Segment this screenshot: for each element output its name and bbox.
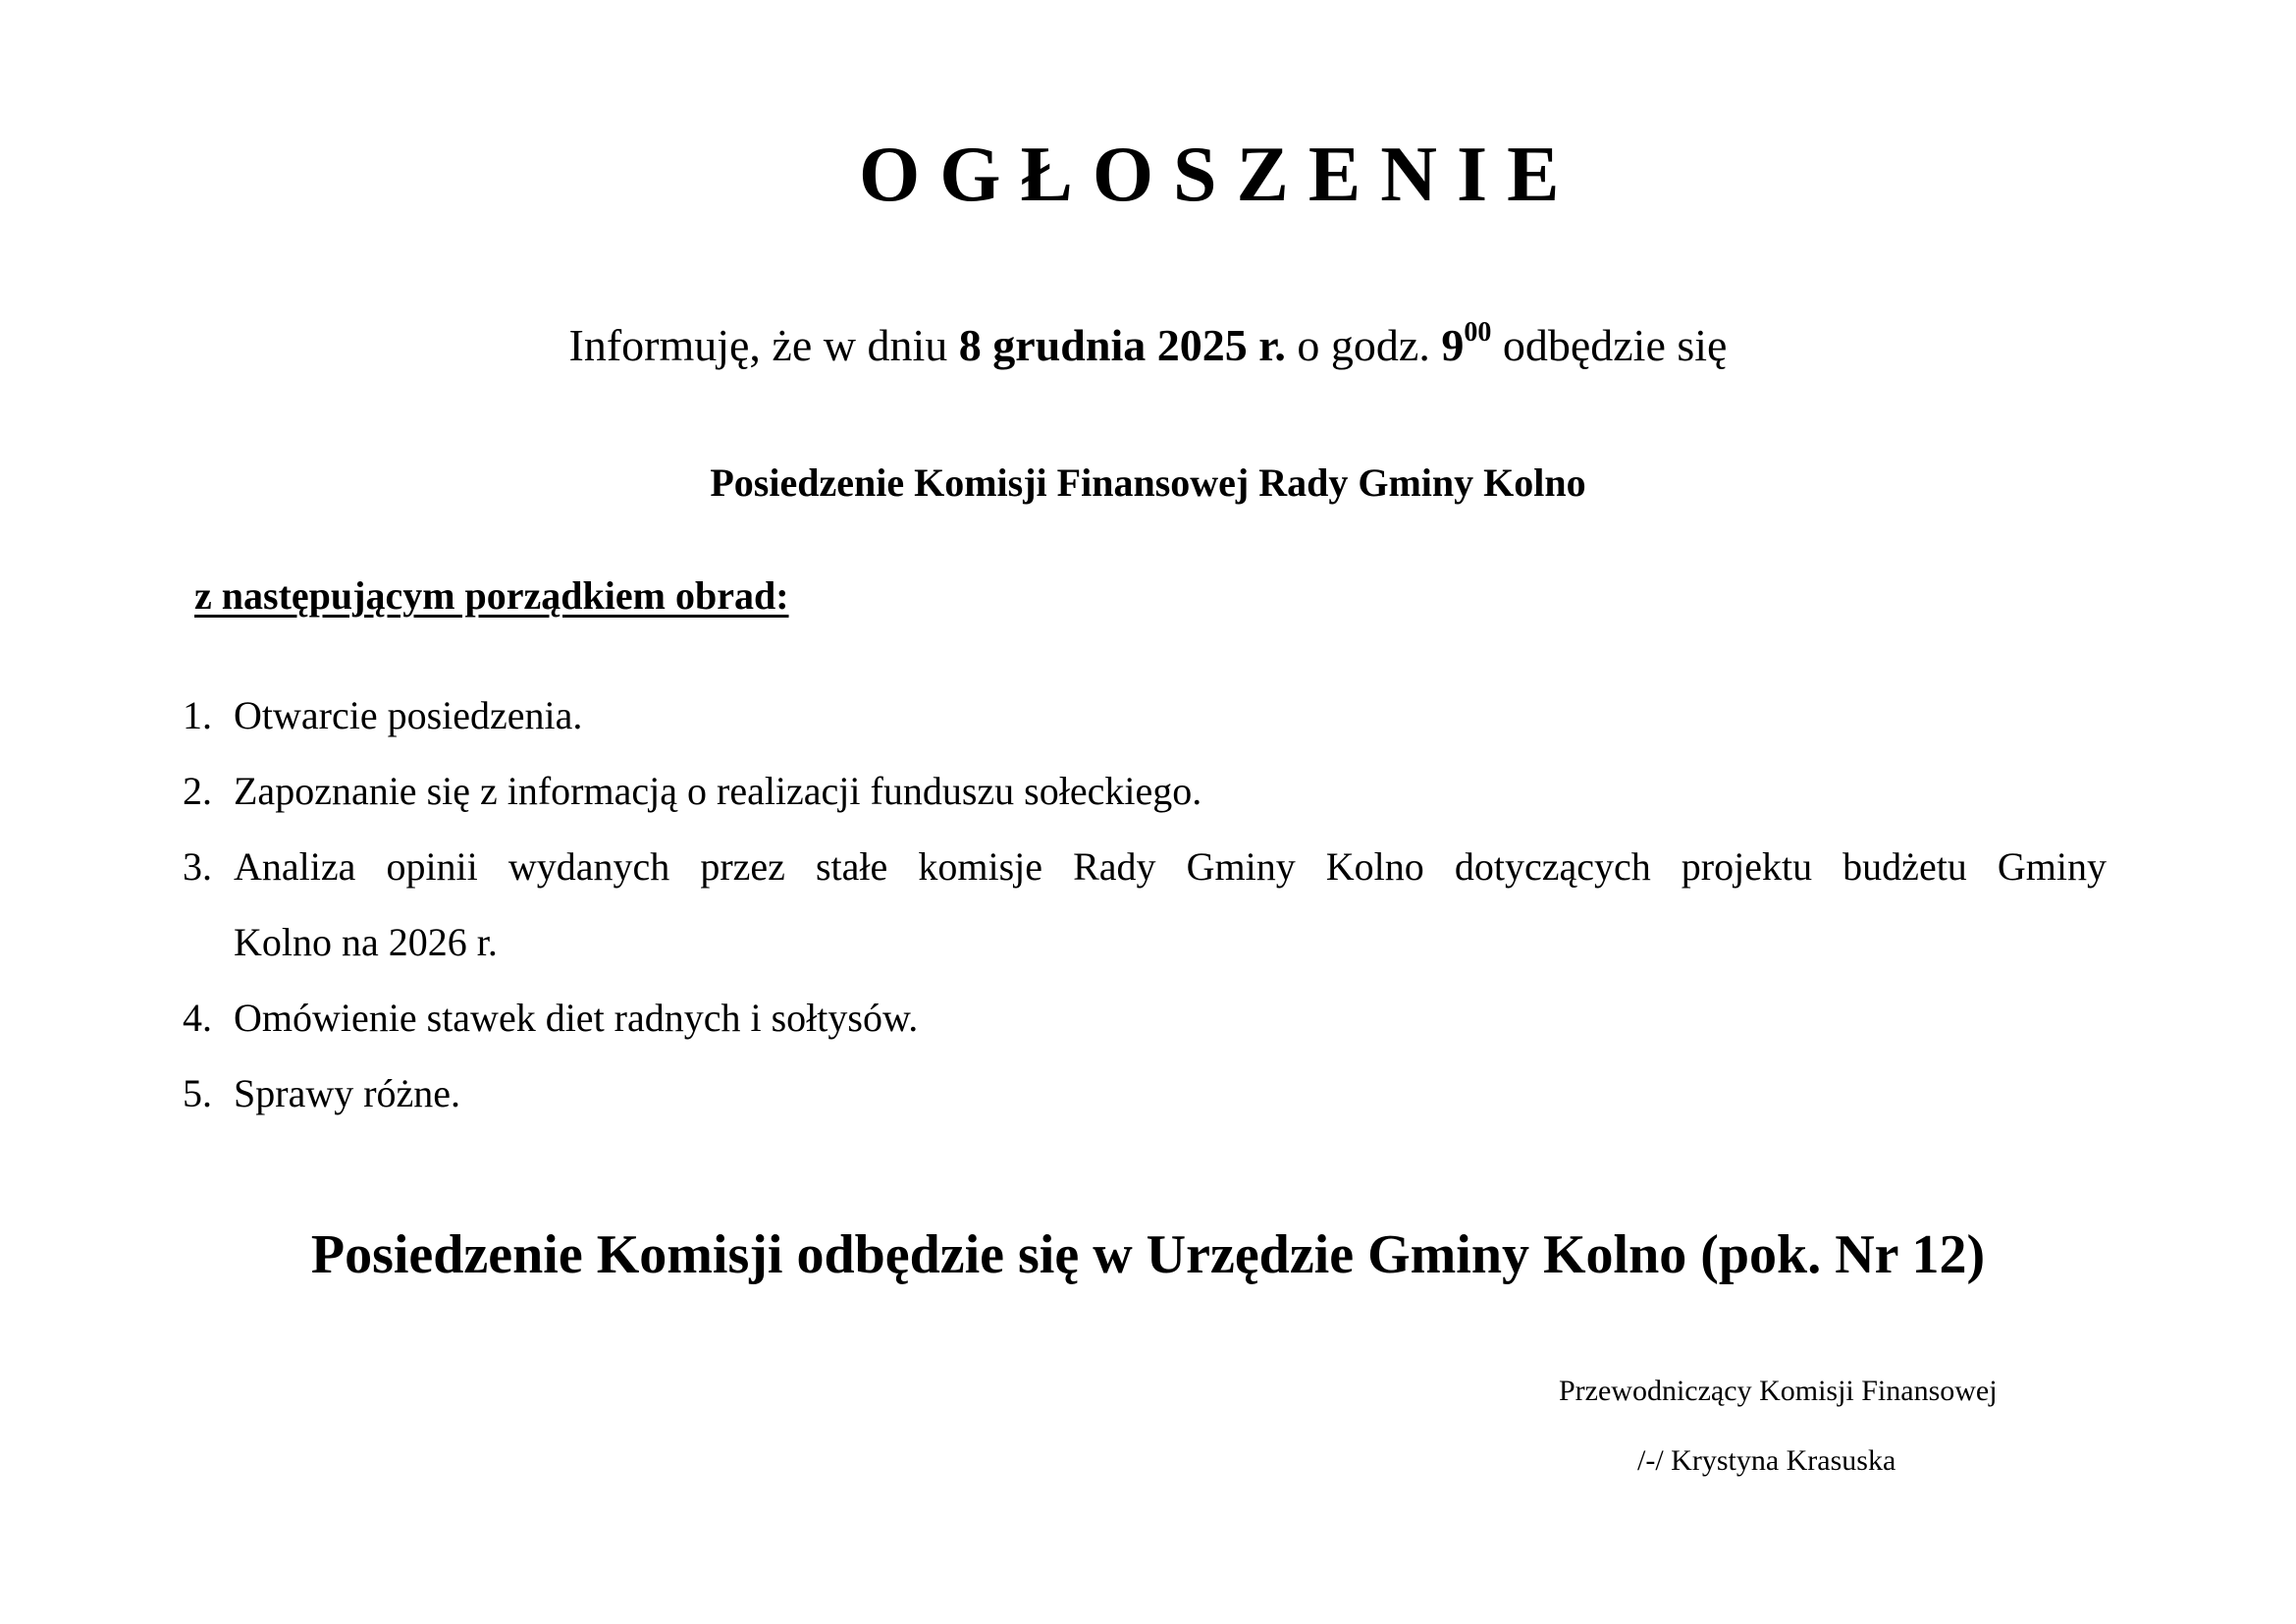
meeting-minutes: 00	[1464, 317, 1492, 348]
agenda-item-text: Zapoznanie się z informacją o realizacji funduszu sołeckiego.	[234, 769, 1202, 813]
signature-role: Przewodniczący Komisji Finansowej	[1559, 1375, 1998, 1407]
meeting-hour: 9	[1441, 320, 1465, 370]
agenda-item	[183, 1056, 2107, 1131]
agenda-item-text: Omówienie stawek diet radnych i sołtysów.	[234, 996, 919, 1040]
agenda-item-text: Sprawy różne.	[234, 1071, 461, 1115]
signature-name: /-/ Krystyna Krasuska	[1637, 1444, 1896, 1477]
agenda-item	[183, 753, 2107, 829]
agenda-item-number: 4.	[183, 996, 212, 1040]
announcement-title: O G Ł O S Z E N I E	[859, 132, 1560, 218]
agenda-item	[183, 980, 2107, 1056]
agenda-item-number: 3.	[183, 844, 212, 889]
intro-sentence	[0, 317, 2296, 371]
agenda-item	[183, 829, 2107, 980]
intro-text-end: odbędzie się	[1491, 320, 1728, 370]
committee-meeting-name: Posiedzenie Komisji Finansowej Rady Gminy Kolno	[710, 460, 1586, 505]
agenda-item-text: Otwarcie posiedzenia.	[234, 693, 583, 737]
agenda-item-text-line1: Analiza opinii wydanych przez stałe komisje Rady Gminy Kolno dotyczących projektu budżetu Gminy	[234, 844, 2107, 889]
agenda-list	[183, 677, 2107, 1131]
agenda-heading: z następującym porządkiem obrad:	[194, 573, 789, 618]
agenda-item	[183, 677, 2107, 753]
agenda-item-number: 5.	[183, 1071, 212, 1115]
agenda-item-text-line2: Kolno na 2026 r.	[234, 920, 498, 964]
intro-text-time-label: o godz.	[1285, 320, 1442, 370]
agenda-item-number: 2.	[183, 769, 212, 813]
meeting-venue: Posiedzenie Komisji odbędzie się w Urzędzie Gminy Kolno (pok. Nr 12)	[310, 1224, 1986, 1285]
intro-text-start: Informuję, że w dniu	[568, 320, 959, 370]
agenda-item-number: 1.	[183, 693, 212, 737]
meeting-date: 8 grudnia 2025 r.	[958, 320, 1286, 370]
